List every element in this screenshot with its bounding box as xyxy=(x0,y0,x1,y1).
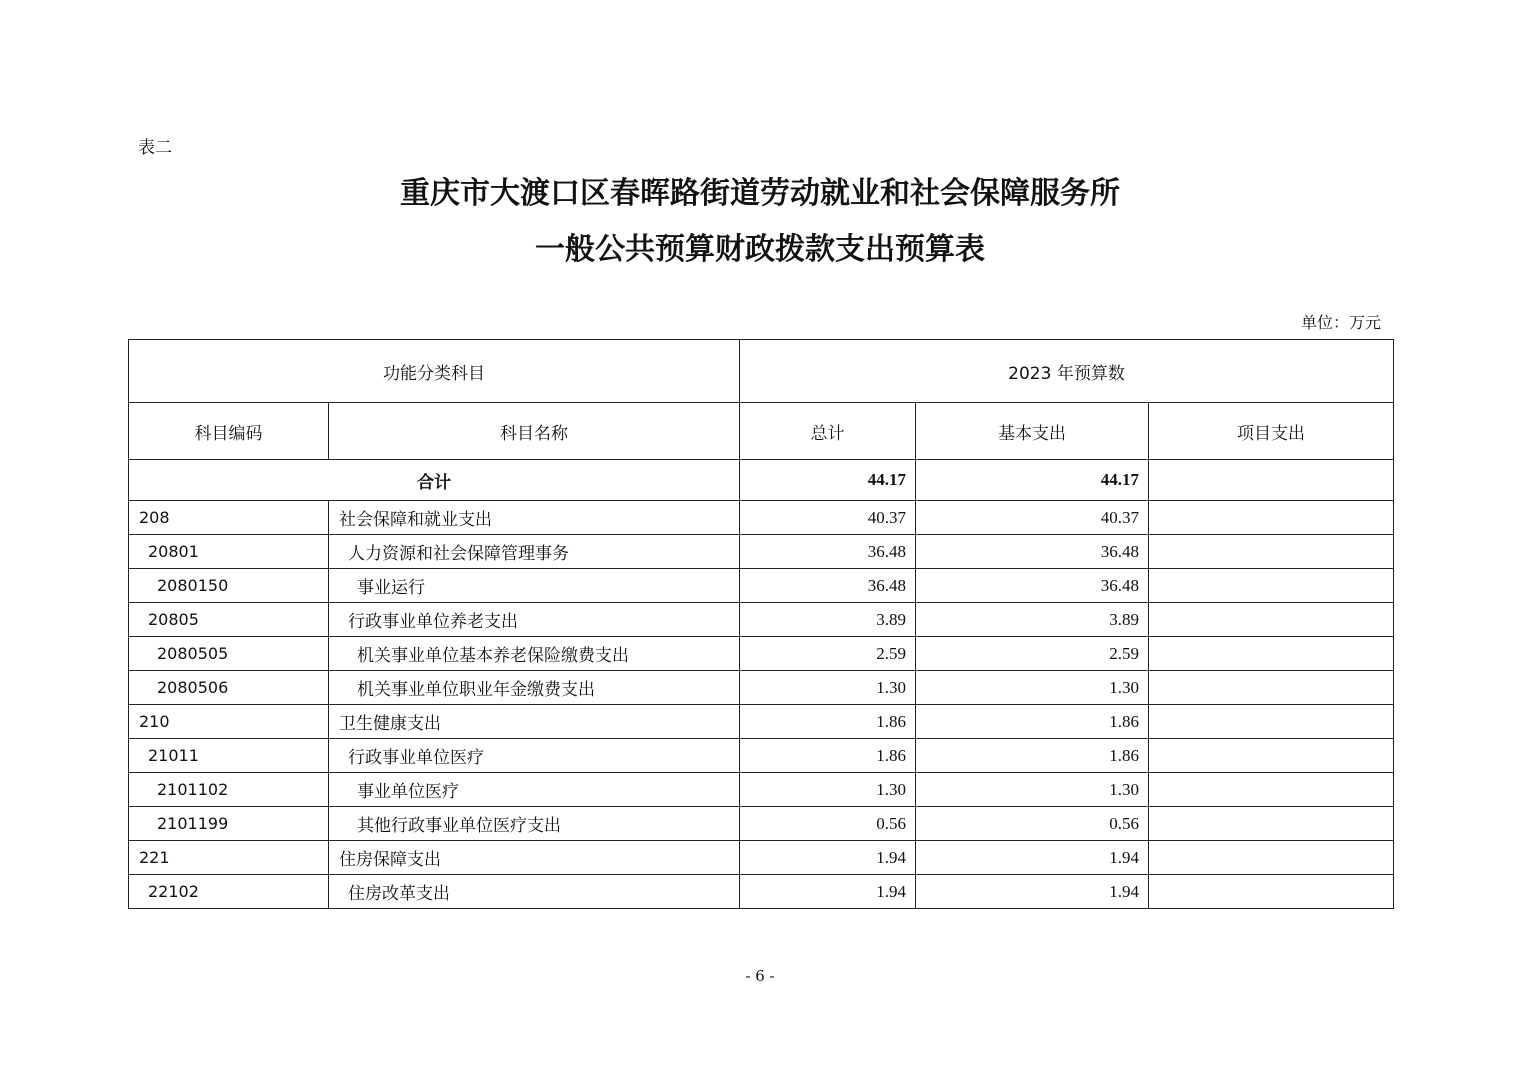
header-group-row xyxy=(129,340,1394,403)
row-code: 2101199 xyxy=(129,807,329,841)
row-code: 210 xyxy=(129,705,329,739)
row-total: 0.56 xyxy=(740,807,916,841)
column-header-project: 项目支出 xyxy=(1149,403,1394,460)
row-code: 221 xyxy=(129,841,329,875)
row-project xyxy=(1149,637,1394,671)
row-total: 1.86 xyxy=(740,705,916,739)
row-project xyxy=(1149,705,1394,739)
row-name: 行政事业单位养老支出 xyxy=(329,603,740,637)
column-header-name: 科目名称 xyxy=(329,403,740,460)
row-project xyxy=(1149,739,1394,773)
row-basic: 1.86 xyxy=(916,705,1149,739)
total-basic: 44.17 xyxy=(916,460,1149,501)
row-basic: 1.94 xyxy=(916,841,1149,875)
total-project xyxy=(1149,460,1394,501)
row-basic: 36.48 xyxy=(916,569,1149,603)
row-total: 1.86 xyxy=(740,739,916,773)
row-project xyxy=(1149,501,1394,535)
row-basic: 40.37 xyxy=(916,501,1149,535)
table-label: 表二 xyxy=(138,138,172,158)
row-total: 40.37 xyxy=(740,501,916,535)
table-row xyxy=(129,841,1394,875)
document-title-line2: 一般公共预算财政拨款支出预算表 xyxy=(535,232,985,267)
unit-label: 单位：万元 xyxy=(1300,313,1381,332)
row-project xyxy=(1149,535,1394,569)
table-row xyxy=(129,875,1394,909)
budget-table xyxy=(128,339,1394,909)
table-row xyxy=(129,671,1394,705)
row-code: 20801 xyxy=(129,535,329,569)
row-basic: 1.30 xyxy=(916,671,1149,705)
table-row xyxy=(129,501,1394,535)
row-project xyxy=(1149,875,1394,909)
header-column-row xyxy=(129,403,1394,460)
row-name: 住房改革支出 xyxy=(329,875,740,909)
row-project xyxy=(1149,841,1394,875)
row-code: 20805 xyxy=(129,603,329,637)
table-row xyxy=(129,807,1394,841)
row-basic: 0.56 xyxy=(916,807,1149,841)
row-name: 社会保障和就业支出 xyxy=(329,501,740,535)
row-basic: 1.30 xyxy=(916,773,1149,807)
table-row xyxy=(129,569,1394,603)
row-total: 36.48 xyxy=(740,569,916,603)
total-row xyxy=(129,460,1394,501)
row-basic: 1.86 xyxy=(916,739,1149,773)
row-name: 人力资源和社会保障管理事务 xyxy=(329,535,740,569)
column-header-basic: 基本支出 xyxy=(916,403,1149,460)
table-row xyxy=(129,603,1394,637)
row-code: 2080150 xyxy=(129,569,329,603)
row-total: 1.30 xyxy=(740,773,916,807)
total-sum: 44.17 xyxy=(740,460,916,501)
row-project xyxy=(1149,671,1394,705)
row-project xyxy=(1149,807,1394,841)
row-total: 36.48 xyxy=(740,535,916,569)
row-project xyxy=(1149,603,1394,637)
row-basic: 36.48 xyxy=(916,535,1149,569)
table-row xyxy=(129,739,1394,773)
column-header-total: 总计 xyxy=(740,403,916,460)
row-name: 机关事业单位职业年金缴费支出 xyxy=(329,671,740,705)
row-basic: 2.59 xyxy=(916,637,1149,671)
row-name: 行政事业单位医疗 xyxy=(329,739,740,773)
table-row xyxy=(129,705,1394,739)
page-number: - 6 - xyxy=(745,967,775,985)
table-row xyxy=(129,773,1394,807)
table-row xyxy=(129,637,1394,671)
row-project xyxy=(1149,569,1394,603)
row-name: 机关事业单位基本养老保险缴费支出 xyxy=(329,637,740,671)
row-code: 21011 xyxy=(129,739,329,773)
row-total: 1.94 xyxy=(740,875,916,909)
row-name: 事业运行 xyxy=(329,569,740,603)
table-row xyxy=(129,535,1394,569)
row-code: 2080505 xyxy=(129,637,329,671)
row-name: 卫生健康支出 xyxy=(329,705,740,739)
row-name: 其他行政事业单位医疗支出 xyxy=(329,807,740,841)
row-name: 住房保障支出 xyxy=(329,841,740,875)
row-code: 208 xyxy=(129,501,329,535)
row-code: 2101102 xyxy=(129,773,329,807)
row-code: 2080506 xyxy=(129,671,329,705)
row-code: 22102 xyxy=(129,875,329,909)
row-basic: 3.89 xyxy=(916,603,1149,637)
document-title-line1: 重庆市大渡口区春晖路街道劳动就业和社会保障服务所 xyxy=(400,176,1120,211)
row-total: 3.89 xyxy=(740,603,916,637)
row-basic: 1.94 xyxy=(916,875,1149,909)
row-project xyxy=(1149,773,1394,807)
row-total: 2.59 xyxy=(740,637,916,671)
column-header-code: 科目编码 xyxy=(129,403,329,460)
row-name: 事业单位医疗 xyxy=(329,773,740,807)
header-budget-year: 2023 年预算数 xyxy=(740,340,1394,403)
row-total: 1.30 xyxy=(740,671,916,705)
row-total: 1.94 xyxy=(740,841,916,875)
total-label: 合计 xyxy=(129,460,740,501)
header-function-classification: 功能分类科目 xyxy=(129,340,740,403)
